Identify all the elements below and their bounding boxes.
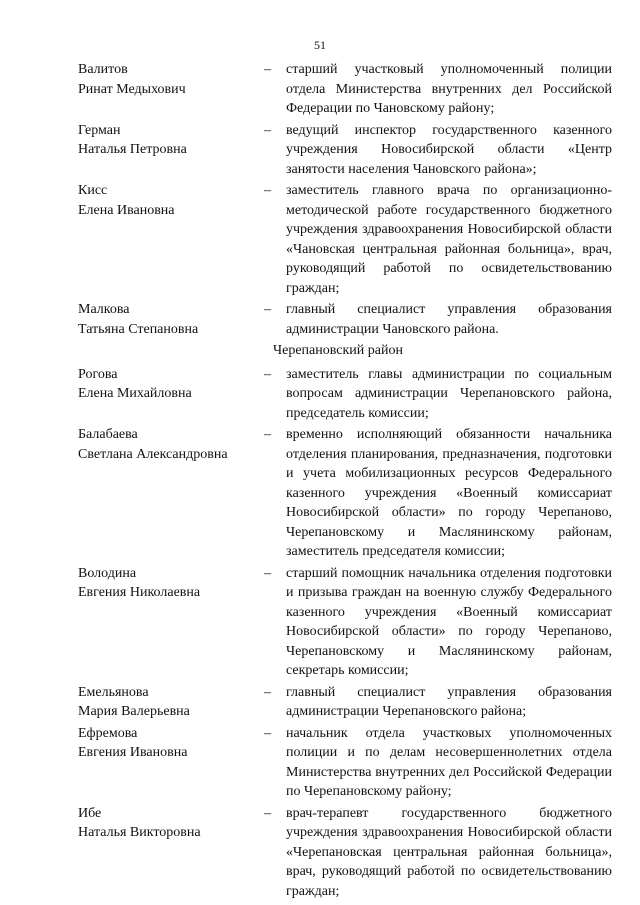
document-body: [0, 60, 640, 903]
member-entry: [0, 564, 640, 681]
member-position: заместитель главы администрации по социальным вопросам администрации Черепановского района, председатель комиссии;: [286, 366, 612, 421]
member-position: старший помощник начальника отделения подготовки и призыва граждан на военную службу Федерального казенного учреждения «Военный комиссариат Новосибирской области» по городу Черепаново, Черепановскому и Маслянинскому районам, секретарь комиссии;: [286, 565, 612, 678]
member-name: Емельянова Мария Валерьевна: [78, 684, 190, 719]
member-entry: [0, 60, 640, 119]
dash-separator: –: [264, 183, 271, 198]
member-position: врач-терапевт государственного бюджетного учреждения здравоохранения Новосибирской области «Черепановская центральная районная больница», врач, руководящий работой по освидетельствованию граждан;: [286, 805, 612, 899]
member-entry: [0, 181, 640, 298]
member-entry: [0, 121, 640, 180]
member-name: Рогова Елена Михайловна: [78, 366, 192, 401]
member-name: Балабаева Светлана Александровна: [78, 427, 228, 462]
dash-separator: –: [264, 684, 271, 700]
member-name: Володина Евгения Николаевна: [78, 565, 201, 600]
member-name: Кисс Елена Ивановна: [78, 183, 175, 218]
dash-separator: –: [264, 427, 271, 442]
member-entry: [0, 724, 640, 802]
dash-separator: –: [264, 366, 271, 382]
section-heading: Черепановский район: [273, 343, 403, 358]
member-position: главный специалист управления образования администрации Черепановского района;: [286, 684, 612, 719]
member-name: Ибе Наталья Викторовна: [78, 805, 201, 840]
member-name: Герман Наталья Петровна: [78, 122, 187, 157]
dash-separator: –: [264, 122, 271, 138]
member-position: ведущий инспектор государственного казенного учреждения Новосибирской области «Центр занятости населения Чановского района»;: [286, 122, 612, 177]
member-entry: [0, 683, 640, 722]
member-entry: [0, 365, 640, 424]
dash-separator: –: [264, 725, 271, 741]
dash-separator: –: [264, 805, 271, 821]
member-entry: [0, 804, 640, 902]
dash-separator: –: [264, 62, 271, 77]
member-position: заместитель главного врача по организационно-методической работе государственного бюджетного учреждения здравоохранения Новосибирской области «Чановская центральная районная больница», врач, руководящий работой по освидетельствованию граждан;: [286, 183, 612, 296]
member-name: Малкова Татьяна Степановна: [78, 302, 199, 337]
member-name: Валитов Ринат Медыхович: [78, 62, 186, 97]
member-entry: [0, 300, 640, 339]
member-entry: [0, 425, 640, 562]
member-name: Ефремова Евгения Ивановна: [78, 725, 188, 760]
member-position: временно исполняющий обязанности начальника отделения планирования, предназначения, подготовки и учета мобилизационных ресурсов Федерального казенного учреждения «Военный комиссариат Новосибирской области» по городу Черепаново, Черепановскому и Маслянинскому районам, заместитель председателя комиссии;: [286, 427, 612, 559]
member-position: начальник отдела участковых уполномоченных полиции и по делам несовершеннолетних отдела Министерства внутренних дел Российской Федерации по Черепановскому району;: [286, 725, 612, 799]
member-position: старший участковый уполномоченный полиции отдела Министерства внутренних дел Российской Федерации по Чановскому району;: [286, 62, 612, 116]
page-number: 51: [314, 38, 326, 52]
dash-separator: –: [264, 302, 271, 317]
member-position: главный специалист управления образования администрации Чановского района.: [286, 302, 612, 337]
dash-separator: –: [264, 565, 271, 581]
